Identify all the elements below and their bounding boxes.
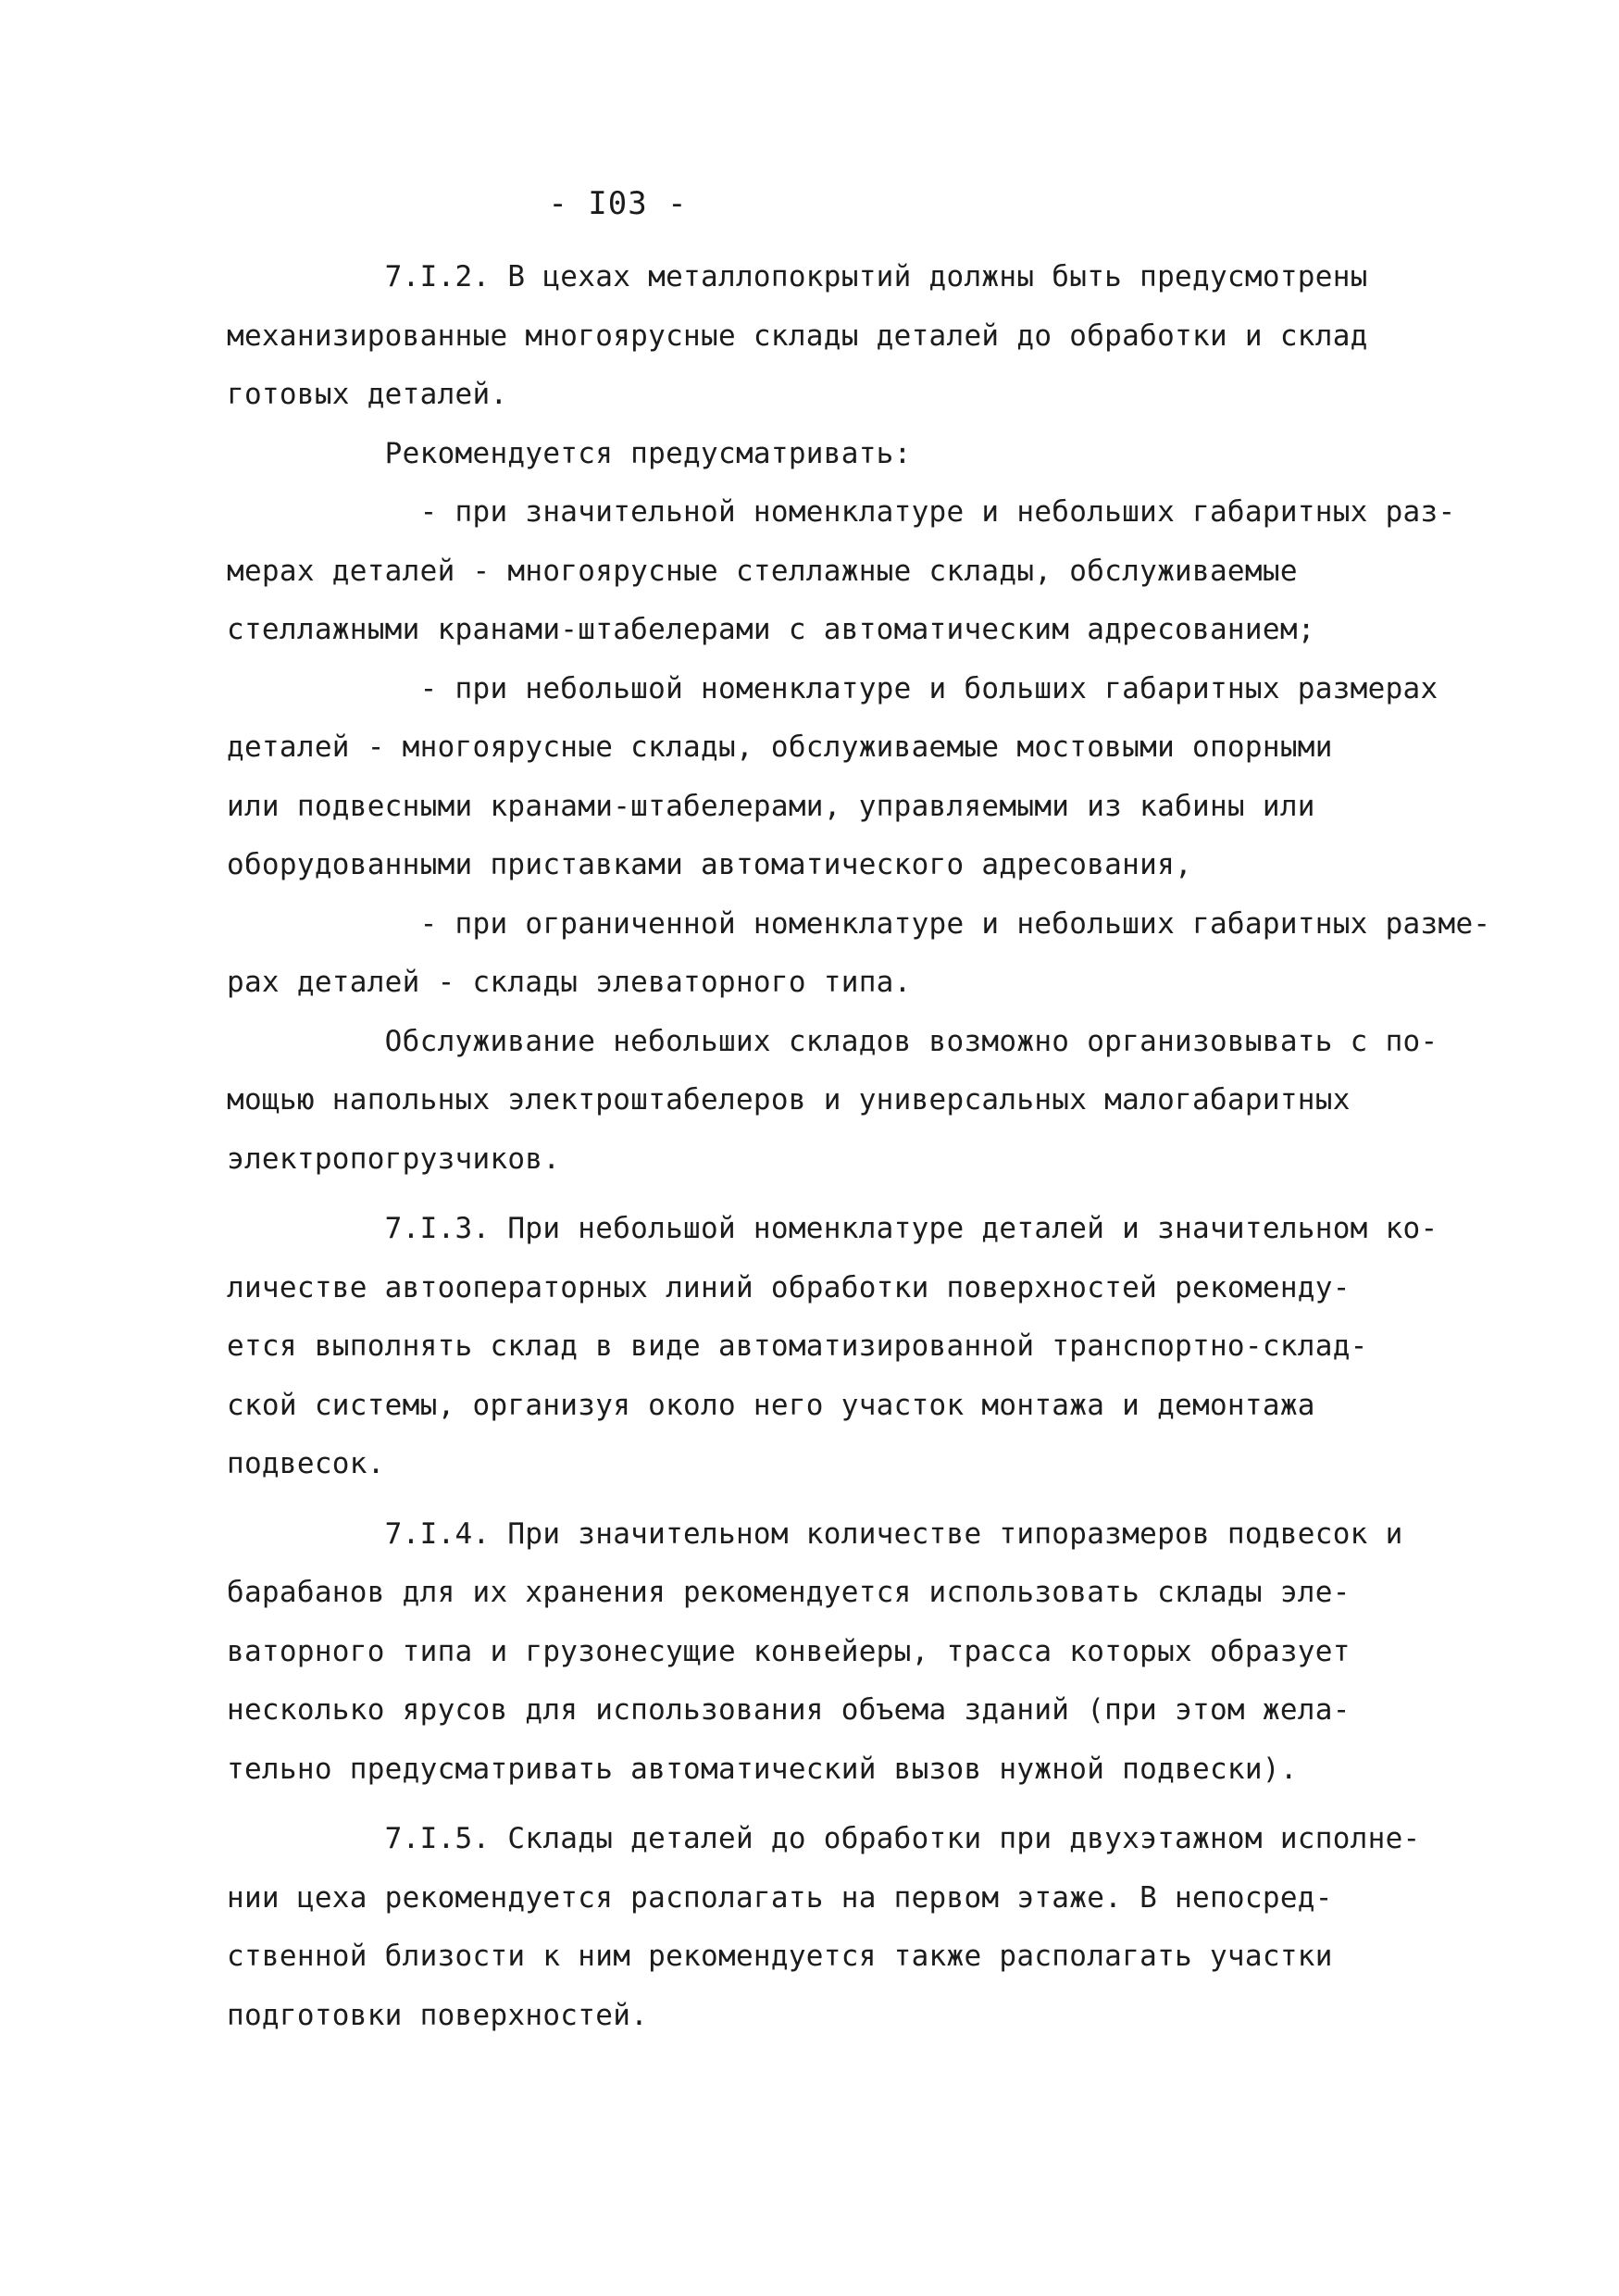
paragraph [227, 1013, 1438, 1190]
text-line: или подвесными кранами-штабелерами, управляемыми из кабины или [227, 789, 1315, 823]
body-text [227, 248, 1491, 2045]
paragraph [227, 483, 1456, 660]
text-line: мерах деталей - многоярусные стеллажные склады, обслуживаемые [227, 554, 1298, 588]
text-line: механизированные многоярусные склады деталей до обработки и склад [227, 318, 1368, 353]
text-line: готовых деталей. [227, 378, 508, 411]
text-line: несколько ярусов для использования объема зданий (при этом жела- [227, 1693, 1351, 1727]
text-line: 7.I.3. При небольшой номенклатуре деталей и значительном ко- [227, 1212, 1438, 1245]
text-line: барабанов для их хранения рекомендуется использовать склады эле- [227, 1576, 1351, 1609]
paragraph [227, 425, 1421, 484]
text-line: ской системы, организуя около него участок монтажа и демонтажа [227, 1388, 1315, 1422]
text-line: ваторного типа и грузонесущие конвейеры, трасса которых образует [227, 1634, 1351, 1668]
paragraph [227, 895, 1491, 1013]
text-line: нии цеха рекомендуется располагать на первом этаже. В непосред- [227, 1880, 1333, 1915]
text-line: личестве автооператорных линий обработки поверхностей рекоменду- [227, 1270, 1351, 1304]
text-line: стеллажными кранами-штабелерами с автоматическим адресованием; [227, 613, 1315, 646]
text-line: Рекомендуется предусматривать: [227, 436, 912, 470]
text-line: подвесок. [227, 1447, 385, 1480]
text-line: - при значительной номенклатуре и небольших габаритных раз- [227, 495, 1456, 529]
text-line: подготовки поверхностей. [227, 1998, 649, 2032]
text-line: мощью напольных электроштабелеров и универсальных малогабаритных [227, 1083, 1351, 1117]
text-line: электропогрузчиков. [227, 1142, 561, 1176]
text-line: оборудованными приставками автоматического адресования, [227, 848, 1192, 881]
text-line: - при небольшой номенклатуре и больших габаритных размерах [227, 671, 1438, 705]
text-line: ется выполнять склад в виде автоматизированной транспортно-склад- [227, 1329, 1368, 1363]
text-line: 7.I.4. При значительном количестве типоразмеров подвесок и [227, 1516, 1403, 1551]
text-line: рах деталей - склады элеваторного типа. [227, 966, 912, 999]
text-line: 7.I.5. Склады деталей до обработки при двухэтажном исполне- [227, 1822, 1421, 1855]
text-line: 7.I.2. В цехах металлопокрытий должны быть предусмотрены [227, 260, 1368, 293]
page-number: - I03 - [548, 185, 688, 222]
paragraph [227, 1505, 1421, 1800]
paragraph [227, 1200, 1438, 1494]
text-line: тельно предусматривать автоматический вызов нужной подвески). [227, 1752, 1298, 1786]
paragraph [227, 1810, 1421, 2045]
text-line: деталей - многоярусные склады, обслуживаемые мостовыми опорными [227, 730, 1333, 764]
text-line: ственной близости к ним рекомендуется также располагать участки [227, 1940, 1333, 1973]
text-line: Обслуживание небольших складов возможно организовывать с по- [227, 1024, 1438, 1058]
paragraph [227, 248, 1421, 425]
paragraph [227, 660, 1438, 895]
text-line: - при ограниченной номенклатуре и небольших габаритных разме- [227, 906, 1491, 941]
